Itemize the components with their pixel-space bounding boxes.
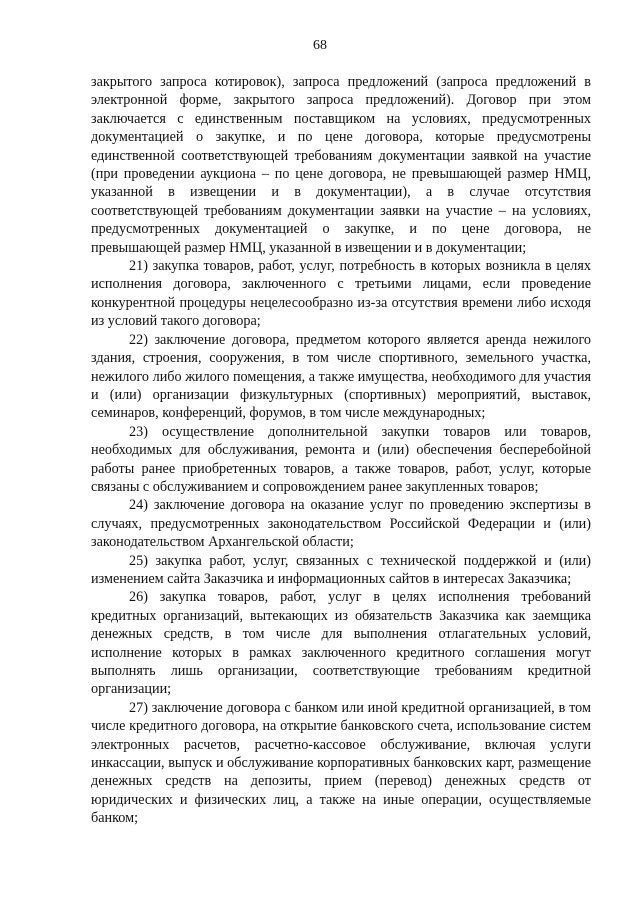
page-number: 68	[313, 38, 327, 53]
paragraph-item-22: 22) заключение договора, предметом которого является аренда нежилого здания, строения, сооружения, в том числе спортивного, земельного участка, нежилого либо жилого помещения, а также имущества, необходимого для участия и (или) организации физкультурных (спортивных) мероприятий, выставок, семинаров, конференций, форумов, в том числе международных;	[91, 331, 591, 422]
page-body	[91, 73, 591, 828]
paragraph-item-21: 21) закупка товаров, работ, услуг, потребность в которых возникла в целях исполнения договора, заключенного с третьими лицами, если проведение конкурентной процедуры нецелесообразно из-за отсутствия времени либо исходя из условий такого договора;	[91, 258, 591, 330]
paragraph-continuation: закрытого запроса котировок), запроса предложений (запроса предложений в электронной форме, закрытого запроса предложений). Договор при этом заключается с единственным поставщиком на условиях, предусмотренных документацией о закупке, и по цене договора, которые предусмотрены единственной соответствующей требованиям документации заявкой на участие (при проведении аукциона – по цене договора, не превышающей размер НМЦ, указанной в извещении и в документации), а в случае отсутствия соответствующей требованиям документации заявки на участие – на условиях, предусмотренных документацией о закупке, и по цене договора, не превышающей размер НМЦ, указанной в извещении и в документации;	[91, 74, 591, 256]
paragraph-item-25: 25) закупка работ, услуг, связанных с технической поддержкой и (или) изменением сайта Заказчика и информационных сайтов в интересах Заказчика;	[91, 552, 591, 587]
paragraph-item-23: 23) осуществление дополнительной закупки товаров или товаров, необходимых для обслуживания, ремонта и (или) обеспечения бесперебойной работы ранее приобретенных товаров, а также товаров, работ, услуг, которые связаны с обслуживанием и сопровождением ранее закупленных товаров;	[91, 423, 591, 495]
paragraph-item-24: 24) заключение договора на оказание услуг по проведению экспертизы в случаях, предусмотренных законодательством Российской Федерации и (или) законодательством Архангельской области;	[91, 497, 591, 551]
paragraph-item-26: 26) закупка товаров, работ, услуг в целях исполнения требований кредитных организаций, вытекающих из обязательств Заказчика как заемщика денежных средств, в том числе для выполнения отлагательных условий, исполнение которых в рамках заключенного кредитного соглашения могут выполнять лишь организации, соответствующие требованиям кредитной организации;	[91, 589, 591, 698]
paragraph-item-27: 27) заключение договора с банком или иной кредитной организацией, в том числе кредитного договора, на открытие банковского счета, использование систем электронных расчетов, расчетно-кассовое обслуживание, включая услуги инкассации, выпуск и обслуживание корпоративных банковских карт, размещение денежных средств на депозиты, прием (перевод) денежных средств от юридических и физических лиц, а также на иные операции, осуществляемые банком;	[91, 699, 591, 827]
